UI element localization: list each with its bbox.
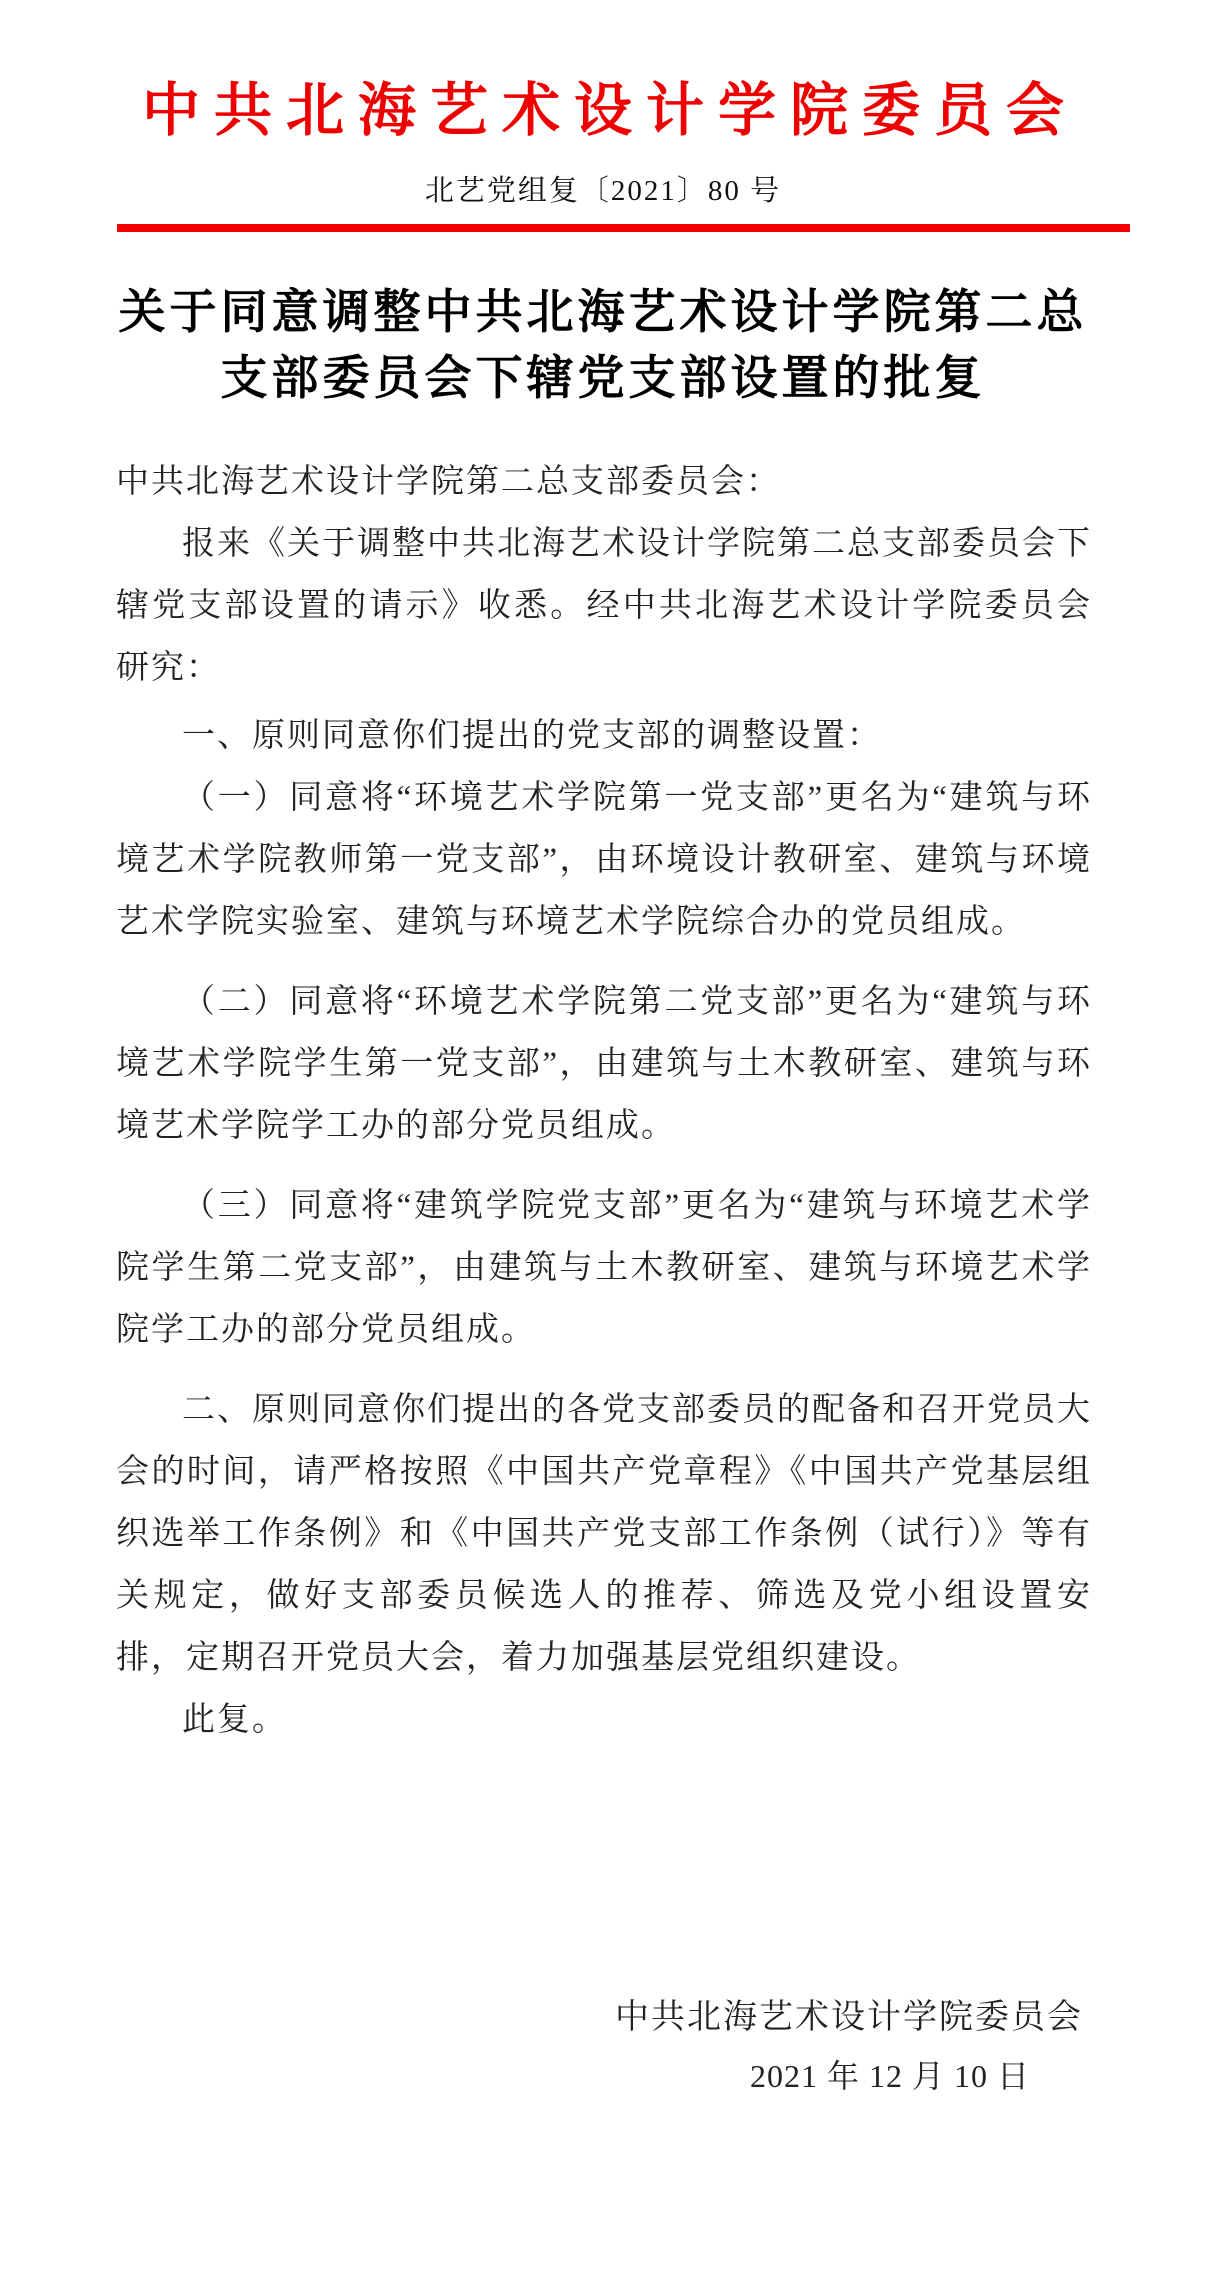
paragraph: （二）同意将“环境艺术学院第二党支部”更名为“建筑与环境艺术学院学生第一党支部”，由建筑与土木教研室、建筑与环境艺术学院学工办的部分党员组成。	[116, 984, 1092, 1144]
paragraph: 中共北海艺术设计学院第二总支部委员会：	[116, 464, 781, 500]
document-title	[0, 280, 1206, 412]
paragraph: 二、原则同意你们提出的各党支部委员的配备和召开党员大会的时间，请严格按照《中国共产党章程》《中国共产党基层组织选举工作条例》和《中国共产党支部工作条例（试行）》等有关规定，做好支部委员候选人的推荐、筛选及党小组设置安排，定期召开党员大会，着力加强基层党组织建设。	[116, 1392, 1092, 1676]
document-title-line2: 支部委员会下辖党支部设置的批复	[220, 353, 986, 405]
paragraph: （三）同意将“建筑学院党支部”更名为“建筑与环境艺术学院学生第二党支部”，由建筑与土木教研室、建筑与环境艺术学院学工办的部分党员组成。	[116, 1188, 1092, 1348]
document-title-line1: 关于同意调整中共北海艺术设计学院第二总	[118, 287, 1088, 339]
paragraph: 一、原则同意你们提出的党支部的调整设置：	[182, 718, 882, 754]
document-body	[116, 451, 1092, 1751]
paragraph: （一）同意将“环境艺术学院第一党支部”更名为“建筑与环境艺术学院教师第一党支部”，由环境设计教研室、建筑与环境艺术学院实验室、建筑与环境艺术学院综合办的党员组成。	[116, 780, 1092, 940]
signature-block	[0, 1989, 1206, 2105]
signature-org: 中共北海艺术设计学院委员会	[615, 1999, 1083, 2036]
signature-date: 2021 年 12 月 10 日	[749, 2058, 1030, 2094]
issuing-org-title: 中共北海艺术设计学院委员会	[141, 78, 1078, 143]
paragraph: 报来《关于调整中共北海艺术设计学院第二总支部委员会下辖党支部设置的请示》收悉。经中共北海艺术设计学院委员会研究：	[116, 526, 1092, 686]
document-number: 北艺党组复〔2021〕80 号	[424, 175, 782, 207]
paragraph: 此复。	[182, 1702, 287, 1738]
red-header-divider	[117, 224, 1130, 232]
